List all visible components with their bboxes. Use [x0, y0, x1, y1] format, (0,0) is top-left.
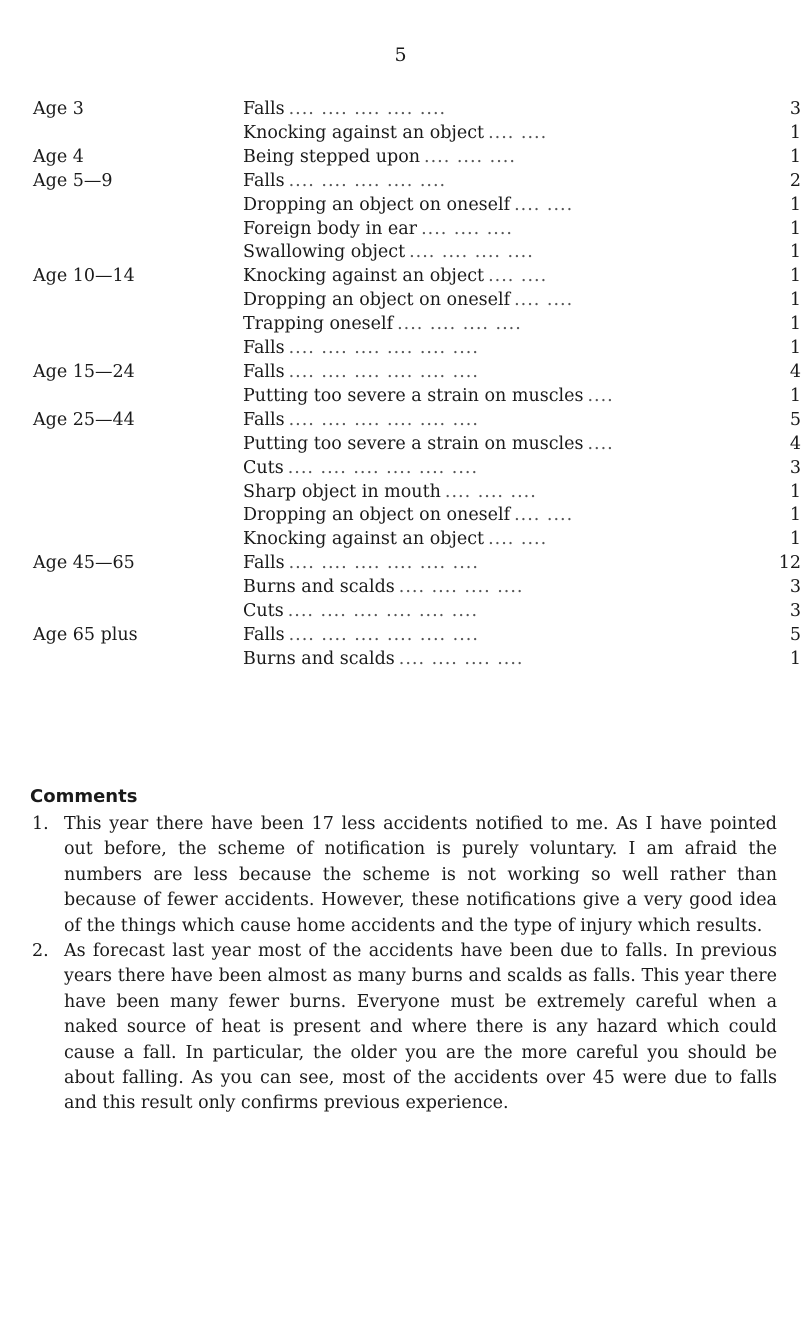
comment-item	[32, 812, 777, 939]
cause-cell	[243, 337, 751, 361]
table-row	[33, 194, 801, 218]
age-group-cell	[33, 241, 243, 265]
cause-label: Trapping oneself	[243, 314, 394, 335]
cause-cell	[243, 98, 751, 122]
dot-leader: .... ....	[488, 266, 548, 287]
dot-leader: .... .... .... .... ....	[288, 99, 447, 119]
age-group-cell	[33, 122, 243, 146]
cause-label: Falls	[243, 409, 285, 430]
comment-text: This year there have been 17 less accidents notified to me. As I have pointed out before, the scheme of notification is purely voluntary. I am afraid the numbers are less because the scheme is not working so well rather than because of fewer accidents. However, these notifications give a very good idea of the things which cause home accidents and the type of injury which results.	[64, 814, 777, 936]
cause-cell	[243, 481, 751, 505]
count-cell: 12	[778, 553, 801, 574]
cause-label: Swallowing object	[243, 242, 406, 263]
cause-label: Falls	[243, 170, 285, 191]
age-group-cell	[33, 289, 243, 313]
cause-label: Cuts	[243, 457, 284, 478]
dot-leader: .... .... .... .... .... ....	[288, 338, 479, 359]
cause-label: Falls	[243, 624, 285, 645]
count-cell: 1	[789, 481, 801, 502]
age-group-cell: Age 3	[33, 99, 84, 119]
cause-cell	[243, 433, 751, 457]
cause-cell	[243, 385, 751, 409]
table-row	[33, 576, 801, 600]
age-group-cell	[33, 385, 243, 409]
count-cell: 1	[789, 218, 801, 239]
dot-leader: .... .... .... .... ....	[288, 170, 447, 191]
dot-leader: .... .... .... .... .... ....	[288, 624, 479, 645]
dot-leader: ....	[587, 433, 614, 454]
age-group-cell: Age 4	[33, 146, 84, 167]
age-group-cell: Age 45—65	[33, 553, 135, 574]
table-row	[33, 457, 801, 481]
cause-label: Falls	[243, 553, 285, 574]
count-cell: 3	[789, 99, 801, 119]
count-cell: 1	[789, 314, 801, 335]
age-group-cell	[33, 218, 243, 242]
dot-leader: .... ....	[488, 529, 548, 550]
table-row	[33, 122, 801, 146]
cause-label: Dropping an object on oneself	[243, 290, 511, 311]
dot-leader: .... .... .... ....	[398, 577, 524, 598]
cause-label: Sharp object in mouth	[243, 481, 441, 502]
table-row	[33, 241, 801, 265]
count-cell: 1	[789, 338, 801, 359]
cause-label: Dropping an object on oneself	[243, 194, 511, 215]
cause-label: Cuts	[243, 601, 284, 622]
comments-heading: Comments	[30, 786, 138, 807]
age-group-cell	[33, 313, 243, 337]
count-cell: 3	[789, 601, 801, 622]
table-row	[33, 265, 801, 289]
dot-leader: .... .... ....	[424, 146, 516, 167]
count-cell: 1	[789, 122, 801, 143]
cause-cell	[243, 146, 751, 170]
table-row	[33, 385, 801, 409]
cause-cell	[243, 361, 751, 385]
age-group-cell	[33, 433, 243, 457]
count-cell: 1	[789, 505, 801, 526]
table-row	[33, 433, 801, 457]
table-row	[33, 337, 801, 361]
comment-text: As forecast last year most of the accidents have been due to falls. In previous years there have been almost as many burns and scalds as falls. This year there have been many fewer burns. Everyone must be extremely careful when a naked source of heat is present and where there is any hazard which could cause a fall. In particular, the older you are the more careful you should be about falling. As you can see, most of the accidents over 45 were due to falls and this result only confirms previous experience.	[64, 941, 777, 1114]
age-group-cell	[33, 337, 243, 361]
cause-cell	[243, 457, 751, 481]
count-cell: 1	[789, 146, 801, 167]
cause-cell	[243, 576, 751, 600]
comment-number: 1.	[32, 814, 49, 834]
age-group-cell	[33, 528, 243, 552]
accidents-table	[33, 98, 801, 672]
count-cell: 3	[789, 457, 801, 478]
dot-leader: .... .... .... ....	[398, 648, 524, 669]
table-row	[33, 146, 801, 170]
comments-list	[32, 812, 777, 1117]
cause-cell	[243, 409, 751, 433]
cause-cell	[243, 600, 751, 624]
table-row	[33, 504, 801, 528]
cause-cell	[243, 528, 751, 552]
table-row	[33, 361, 801, 385]
cause-label: Burns and scalds	[243, 648, 395, 669]
table-row	[33, 600, 801, 624]
count-cell: 5	[789, 624, 801, 645]
cause-cell	[243, 624, 751, 648]
table-row	[33, 218, 801, 242]
count-cell: 5	[789, 409, 801, 430]
cause-cell	[243, 218, 751, 242]
cause-cell	[243, 313, 751, 337]
cause-label: Knocking against an object	[243, 122, 485, 143]
age-group-cell: Age 5—9	[33, 170, 113, 191]
count-cell: 1	[789, 266, 801, 287]
cause-label: Falls	[243, 361, 285, 382]
count-cell: 1	[789, 242, 801, 263]
dot-leader: .... .... .... .... .... ....	[287, 457, 479, 478]
cause-label: Falls	[243, 338, 285, 359]
cause-label: Knocking against an object	[243, 266, 485, 287]
age-group-cell	[33, 576, 243, 600]
dot-leader: .... .... .... .... .... ....	[288, 553, 479, 574]
age-group-cell	[33, 600, 243, 624]
age-group-cell: Age 10—14	[33, 266, 135, 287]
count-cell: 1	[789, 290, 801, 311]
dot-leader: .... ....	[514, 505, 574, 526]
dot-leader: .... ....	[514, 194, 574, 215]
cause-label: Putting too severe a strain on muscles	[243, 385, 584, 406]
cause-cell	[243, 122, 751, 146]
comment-number: 2.	[32, 941, 49, 962]
dot-leader: .... .... .... .... .... ....	[287, 601, 479, 622]
age-group-cell	[33, 194, 243, 218]
cause-label: Falls	[243, 99, 285, 119]
cause-cell	[243, 289, 751, 313]
dot-leader: .... .... .... .... .... ....	[288, 361, 479, 382]
count-cell: 2	[789, 170, 801, 191]
cause-label: Dropping an object on oneself	[243, 505, 511, 526]
count-cell: 1	[789, 648, 801, 669]
table-row	[33, 98, 801, 122]
table-row	[33, 409, 801, 433]
age-group-cell	[33, 457, 243, 481]
cause-cell	[243, 504, 751, 528]
cause-label: Foreign body in ear	[243, 218, 418, 239]
age-group-cell: Age 25—44	[33, 409, 135, 430]
table-row	[33, 624, 801, 648]
cause-label: Knocking against an object	[243, 529, 485, 550]
cause-cell	[243, 194, 751, 218]
dot-leader: .... .... .... ....	[397, 314, 522, 335]
table-row	[33, 481, 801, 505]
page-number: 5	[394, 44, 407, 66]
cause-cell	[243, 241, 751, 265]
count-cell: 1	[789, 194, 801, 215]
cause-label: Burns and scalds	[243, 577, 395, 598]
dot-leader: ....	[587, 385, 614, 406]
dot-leader: .... ....	[514, 290, 574, 311]
age-group-cell: Age 65 plus	[33, 624, 138, 645]
age-group-cell	[33, 481, 243, 505]
table-row	[33, 170, 801, 194]
age-group-cell	[33, 504, 243, 528]
count-cell: 3	[789, 577, 801, 598]
table-row	[33, 552, 801, 576]
age-group-cell: Age 15—24	[33, 361, 135, 382]
age-group-cell	[33, 648, 243, 672]
cause-label: Putting too severe a strain on muscles	[243, 433, 584, 454]
cause-cell	[243, 265, 751, 289]
count-cell: 4	[789, 361, 801, 382]
table-row	[33, 528, 801, 552]
table-row	[33, 289, 801, 313]
cause-cell	[243, 648, 751, 672]
dot-leader: .... ....	[488, 122, 548, 143]
dot-leader: .... .... ....	[444, 481, 537, 502]
dot-leader: .... .... .... .... .... ....	[288, 409, 479, 430]
cause-cell	[243, 170, 751, 194]
count-cell: 4	[789, 433, 801, 454]
accidents-table-body	[33, 98, 801, 672]
comment-item	[32, 939, 777, 1117]
table-row	[33, 313, 801, 337]
cause-label: Being stepped upon	[243, 146, 421, 167]
table-row	[33, 648, 801, 672]
cause-cell	[243, 552, 751, 576]
count-cell: 1	[789, 529, 801, 550]
count-cell: 1	[789, 385, 801, 406]
dot-leader: .... .... .... ....	[409, 242, 534, 263]
dot-leader: .... .... ....	[421, 218, 513, 239]
